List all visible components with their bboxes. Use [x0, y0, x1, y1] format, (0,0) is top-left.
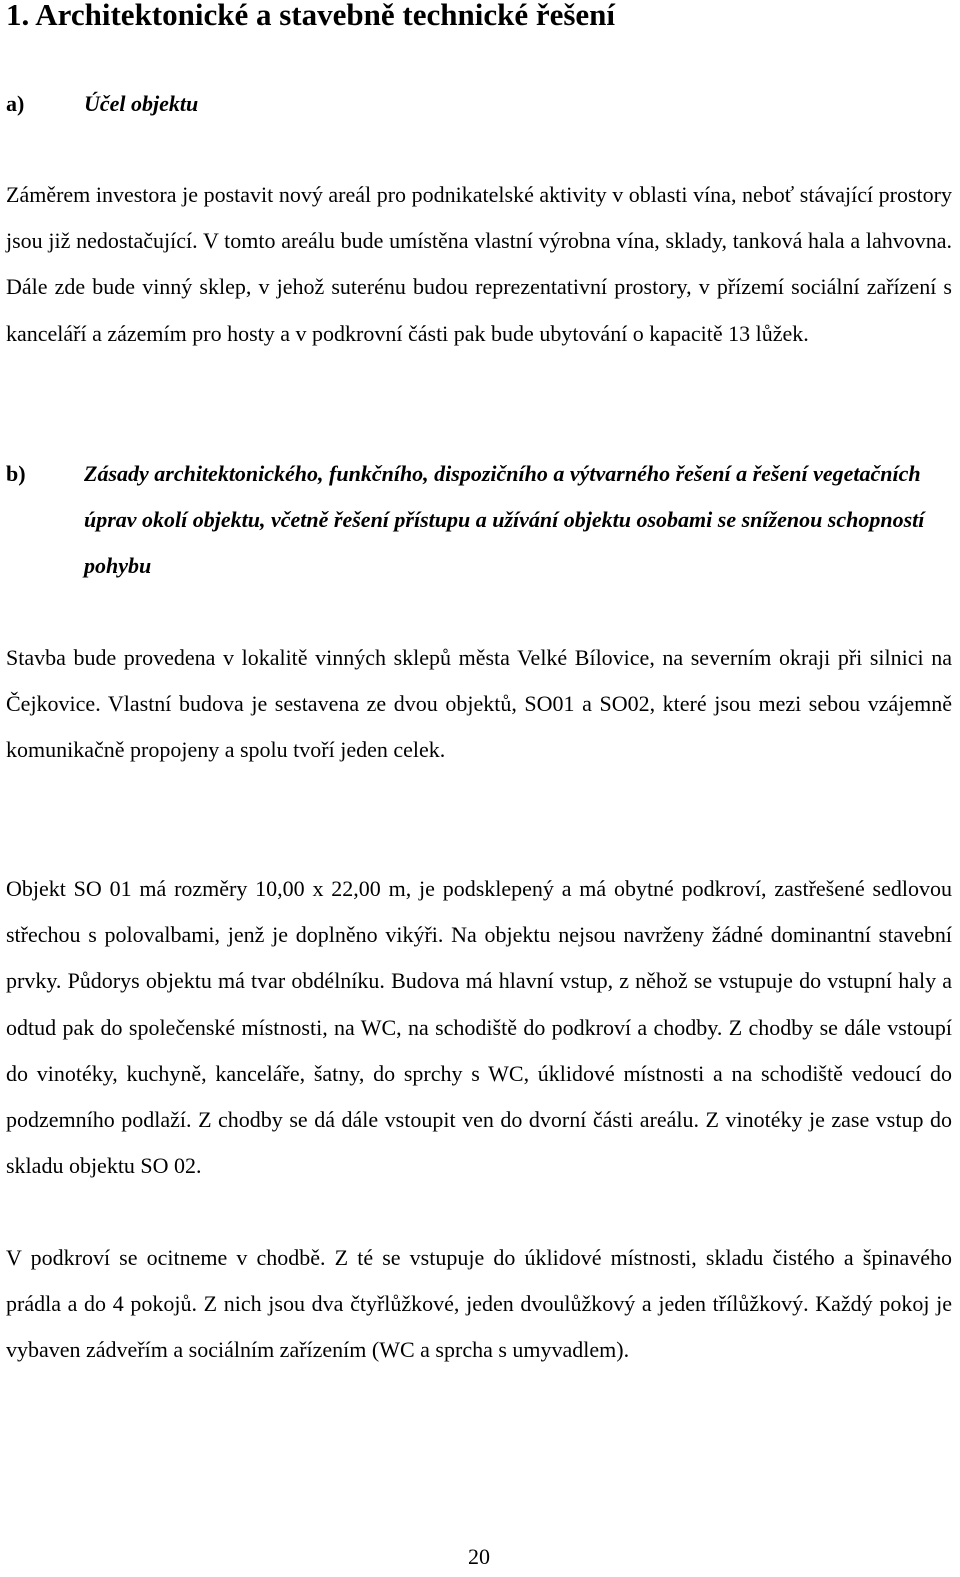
chapter-title: 1. Architektonické a stavebně technické řešení — [6, 0, 616, 32]
section-a-heading — [6, 81, 198, 127]
page-number: 20 — [468, 1544, 490, 1569]
section-b-paragraph-1: Stavba bude provedena v lokalitě vinných sklepů města Velké Bílovice, na severním okraji při silnici na Čejkovice. Vlastní budova je sestavena ze dvou objektů, SO01 a SO02, které jsou mezi sebou vzájemně komunikačně propojeny a spolu tvoří jeden celek. — [6, 645, 952, 763]
section-b-paragraph-2: Objekt SO 01 má rozměry 10,00 x 22,00 m, je podsklepený a má obytné podkroví, zastřešené sedlovou střechou s polovalbami, jenž je doplněno vikýři. Na objektu nejsou navrženy žádné dominantní stavební prvky. Půdorys objektu má tvar obdélníku. Budova má hlavní vstup, z něhož se vstupuje do vstupní haly a odtud pak do společenské místnosti, na WC, na schodiště do podkroví a chodby. Z chodby se dále vstoupí do vinotéky, kuchyně, kanceláře, šatny, do sprchy s WC, úklidové místnosti a na schodiště vedoucí do podzemního podlaží. Z chodby se dá dále vstoupit ven do dvorní části areálu. Z vinotéky je zase vstup do skladu objektu SO 02. — [6, 876, 952, 1179]
section-a-letter: a) — [6, 91, 25, 116]
section-b-letter: b) — [6, 461, 26, 486]
section-b-heading — [6, 451, 952, 589]
section-a-paragraph-1: Záměrem investora je postavit nový areál pro podnikatelské aktivity v oblasti vína, neboť stávající prostory jsou již nedostačující. V tomto areálu bude umístěna vlastní výrobna vína, sklady, tanková hala a lahvovna. Dále zde bude vinný sklep, v jehož suterénu budou reprezentativní prostory, v přízemí sociální zařízení s kanceláří a zázemím pro hosty a v podkrovní části pak bude ubytování o kapacitě 13 lůžek. — [6, 182, 952, 346]
section-b-paragraph-3: V podkroví se ocitneme v chodbě. Z té se vstupuje do úklidové místnosti, skladu čistého a špinavého prádla a do 4 pokojů. Z nich jsou dva čtyřlůžkové, jeden dvoulůžkový a jeden třílůžkový. Každý pokoj je vybaven zádveřím a sociálním zařízením (WC a sprcha s umyvadlem). — [6, 1245, 952, 1363]
section-b-title: Zásady architektonického, funkčního, dispozičního a výtvarného řešení a řešení vegetačních úprav okolí objektu, včetně řešení přístupu a užívání objektu osobami se sníženou schopností pohybu — [84, 461, 925, 578]
section-a-title: Účel objektu — [84, 91, 199, 116]
